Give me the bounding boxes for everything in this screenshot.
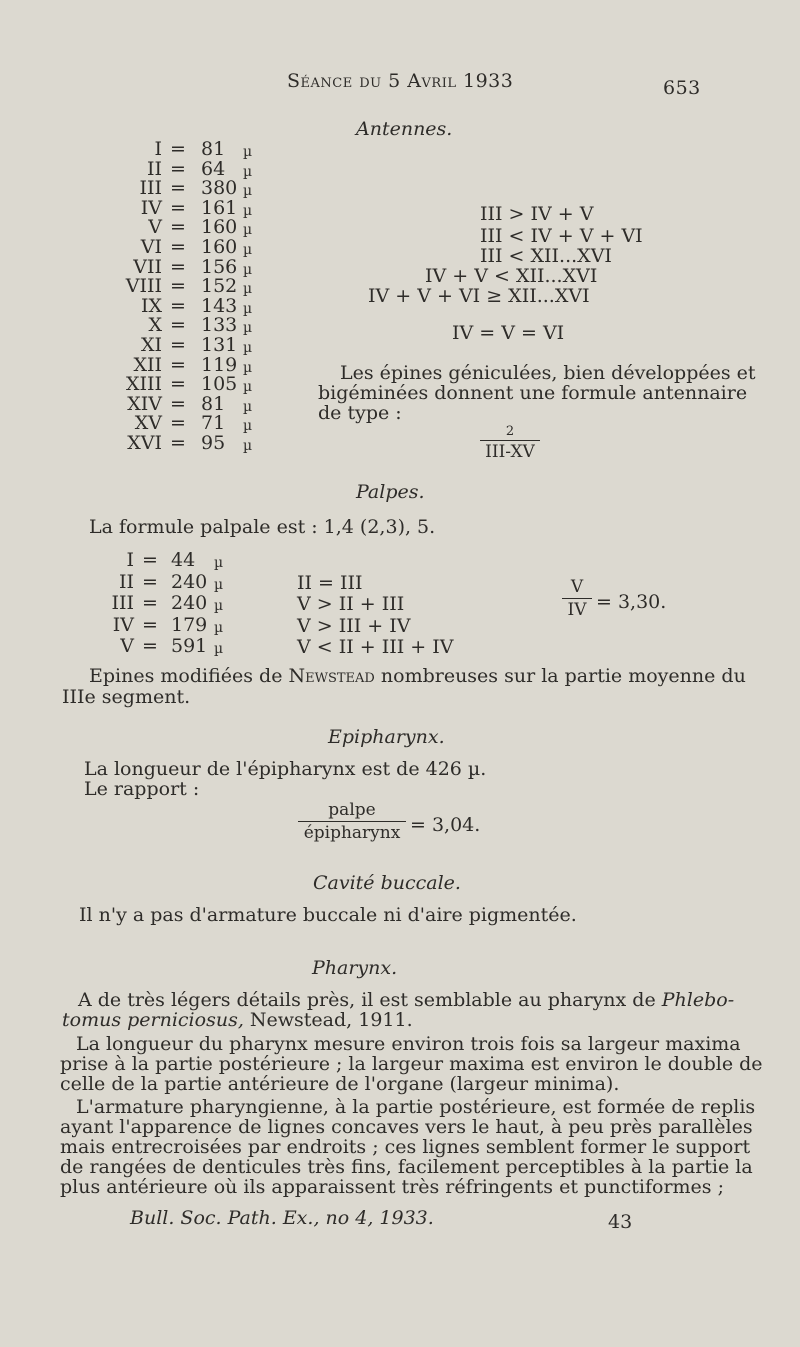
pharynx-p2-line-3: celle de la partie antérieure de l'organe (largeur minima). [60,1073,620,1095]
equals-sign: = [170,314,186,337]
segment-value: 71 [201,412,226,435]
formula-denominator: III-XV [485,442,535,462]
segment-label: IV [140,196,162,219]
palpal-formula-text: La formule palpale est : 1,4 (2,3), 5. [89,516,436,538]
segment-label: VI [140,236,162,258]
segment-label: I [154,138,162,160]
relation-2: III < IV + V + VI [480,225,643,247]
equals-sign: = [142,549,158,571]
pharynx-p3-line-1: L'armature pharyngienne, à la partie postérieure, est formée de replis [76,1096,756,1118]
palp-ratio [562,577,592,620]
segment-label: VII [133,255,162,278]
pharynx-p3-line-4: de rangées de denticules très fins, facilement perceptibles à la partie la [60,1156,753,1178]
equals-sign: = [170,236,186,258]
antennes-equality: IV = V = VI [452,322,565,344]
segment-unit: µ [243,379,253,396]
epi-ratio-bar [298,821,406,822]
segment-value: 105 [201,373,238,396]
antennes-text-line-3: de type : [318,402,402,424]
pharynx-p3-line-3: mais entrecroisées par endroits ; ces lignes semblent former le support [60,1136,751,1158]
pharynx-heading: Pharynx. [312,957,398,979]
signature-mark: 43 [608,1211,633,1233]
segment-label: X [148,314,162,337]
segment-label: IV [112,613,134,636]
segment-value: 81 [201,392,226,415]
formula-numerator: 2 [505,424,515,439]
equals-sign: = [170,334,186,356]
segment-unit: µ [214,619,224,636]
equals-sign: = [170,432,186,454]
segment-label: V [120,635,134,657]
segment-value: 95 [201,432,226,454]
palp-ratio-bar [562,598,592,599]
equals-sign: = [170,353,186,376]
segment-label: II [146,157,162,180]
segment-unit: µ [243,418,253,435]
relation-4: IV + V < XII...XVI [425,265,598,287]
segment-value: 160 [201,236,238,258]
equals-sign: = [170,275,186,298]
segment-unit: µ [243,300,253,317]
epipharynx-ratio-value: = 3,04. [410,814,481,836]
segment-unit: µ [243,242,253,258]
relation-3: III < XII...XVI [480,245,612,267]
pharynx-p1-line-2: tomus perniciosus, Newstead, 1911. [62,1009,413,1031]
segment-value: 240 [171,570,208,593]
relation-5: IV + V + VI ≥ XII...XVI [368,285,590,307]
segment-value: 131 [201,334,238,356]
antennal-formula [480,424,540,462]
running-title: Séance du 5 Avril 1933 [287,70,514,92]
pharynx-p2-line-2: prise à la partie postérieure ; la largeur maxima est environ le double de [60,1053,763,1075]
pharynx-p3-line-5: plus antérieure où ils apparaissent très réfringents et punctiformes ; [60,1176,724,1198]
pharynx-p2-line-1: La longueur du pharynx mesure environ trois fois sa largeur maxima [76,1033,741,1055]
antennes-heading: Antennes. [356,118,453,140]
equals-sign: = [170,392,186,415]
formula-bar [480,440,540,441]
pharynx-p3-line-2: ayant l'apparence de lignes concaves vers le haut, à peu près parallèles [60,1116,753,1138]
segment-label: XVI [127,432,162,454]
epipharynx-line-2: Le rapport : [84,778,200,800]
segment-unit: µ [243,438,253,454]
segment-value: 119 [201,353,238,376]
equals-sign: = [170,255,186,278]
page-number: 653 [663,77,701,99]
segment-unit: µ [243,144,253,160]
segment-unit: µ [243,222,253,239]
segment-unit: µ [214,576,224,593]
palp-ratio-numerator: V [570,577,584,597]
segment-label: XI [140,334,162,356]
equals-sign: = [170,196,186,219]
segment-value: 143 [201,294,238,317]
epipharynx-ratio [298,800,406,843]
equals-sign: = [142,592,158,614]
segment-label: II [118,570,134,593]
equals-sign: = [170,412,186,435]
segment-value: 156 [201,255,238,278]
segment-unit: µ [243,163,253,180]
equals-sign: = [170,373,186,396]
palp-relation-4: V < II + III + IV [297,636,454,658]
epi-ratio-numerator: palpe [328,800,376,820]
equals-sign: = [170,177,186,200]
segment-value: 44 [171,549,196,571]
segment-unit: µ [243,183,253,200]
pharynx-p1-line-1: A de très légers détails près, il est semblable au pharynx de Phlebo- [78,989,735,1011]
segment-unit: µ [214,555,224,571]
equals-sign: = [170,138,186,160]
segment-label: XIV [127,392,162,415]
cavite-heading: Cavité buccale. [313,872,461,894]
equals-sign: = [142,570,158,593]
palp-relation-2: V > II + III [297,593,405,615]
segment-unit: µ [243,281,253,298]
equals-sign: = [170,157,186,180]
epipharynx-line-1: La longueur de l'épipharynx est de 426 µ. [84,758,487,780]
equals-sign: = [142,613,158,636]
segment-unit: µ [243,398,253,415]
segment-unit: µ [243,202,253,219]
segment-label: III [111,592,134,614]
segment-label: XII [133,353,162,376]
palpes-note-line-2: IIIe segment. [62,686,191,708]
segment-label: III [139,177,162,200]
equals-sign: = [170,216,186,239]
segment-label: IX [140,294,162,317]
footer-citation: Bull. Soc. Path. Ex., no 4, 1933. [130,1207,434,1229]
palpes-heading: Palpes. [356,481,425,503]
equals-sign: = [142,635,158,657]
segment-label: V [148,216,162,239]
segment-value: 133 [201,314,238,337]
segment-unit: µ [243,320,253,337]
segment-label: XIII [125,373,162,396]
segment-value: 160 [201,216,238,239]
segment-label: VIII [125,275,162,298]
palp-ratio-value: = 3,30. [596,591,667,613]
epi-ratio-denominator: épipharynx [303,823,401,843]
segment-value: 380 [201,177,238,200]
cavite-line: Il n'y a pas d'armature buccale ni d'aire pigmentée. [79,904,577,926]
segment-unit: µ [243,359,253,376]
segment-unit: µ [243,261,253,278]
segment-value: 240 [171,592,208,614]
segment-value: 152 [201,275,238,298]
segment-value: 591 [171,635,208,657]
epipharynx-heading: Epipharynx. [328,726,445,748]
equals-sign: = [170,294,186,317]
segment-unit: µ [214,598,224,614]
relation-1: III > IV + V [480,203,594,225]
segment-value: 64 [201,157,226,180]
segment-unit: µ [243,340,253,356]
segment-unit: µ [214,641,224,657]
segment-label: XV [134,412,162,435]
segment-label: I [126,549,134,571]
segment-value: 179 [171,613,208,636]
segment-value: 161 [201,196,238,219]
palp-ratio-denominator: IV [567,600,587,620]
palp-relation-3: V > III + IV [297,615,411,637]
segment-value: 81 [201,138,226,160]
palp-relation-1: II = III [297,572,363,594]
antennes-text-line-2: bigéminées donnent une formule antennaire [318,382,748,404]
antennes-text-line-1: Les épines géniculées, bien développées et [340,362,756,384]
palpes-note-line-1: Epines modifiées de Newstead nombreuses sur la partie moyenne du [89,665,746,687]
